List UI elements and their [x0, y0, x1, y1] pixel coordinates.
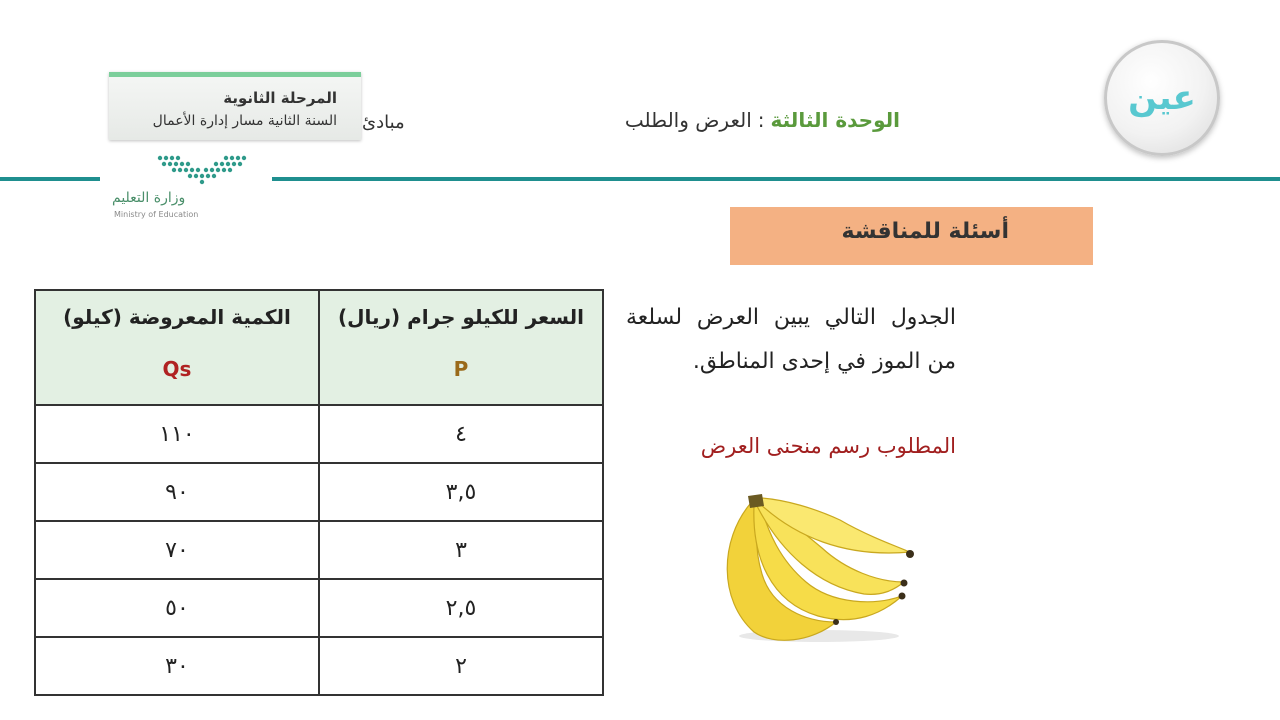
price-cell: ٣,٥ — [319, 463, 603, 521]
discussion-heading: أسئلة للمناقشة — [730, 207, 1093, 265]
quantity-header-label: الكمية المعروضة (كيلو) — [63, 305, 291, 329]
price-cell: ٤ — [319, 405, 603, 463]
supply-table — [34, 289, 604, 696]
header-divider-left — [0, 177, 100, 181]
header-divider-right — [272, 177, 1280, 181]
stage-label: المرحلة الثانوية — [223, 89, 337, 107]
banana-image — [714, 490, 924, 645]
ministry-name-ar: وزارة التعليم — [112, 190, 186, 206]
table-row — [35, 579, 603, 637]
track-label: السنة الثانية مسار إدارة الأعمال — [152, 113, 337, 129]
table-row — [35, 463, 603, 521]
stage-card — [109, 72, 361, 140]
ain-logo — [1104, 40, 1220, 156]
requirement-text: المطلوب رسم منحنى العرض — [700, 434, 956, 458]
quantity-cell: ٥٠ — [35, 579, 319, 637]
price-header — [319, 290, 603, 405]
question-text: الجدول التالي يبين العرض لسلعة من الموز في إحدى المناطق. — [626, 305, 956, 374]
unit-separator: : — [757, 108, 765, 132]
ministry-name-en: Ministry of Education — [114, 210, 199, 219]
unit-title — [625, 108, 900, 132]
ministry-emblem-icon — [156, 152, 248, 186]
table-row — [35, 637, 603, 695]
unit-topic: العرض والطلب — [624, 108, 752, 132]
ministry-logo — [108, 152, 278, 224]
price-cell: ٣ — [319, 521, 603, 579]
table-header-row — [35, 290, 603, 405]
quantity-symbol: Qs — [162, 357, 192, 381]
price-cell: ٢,٥ — [319, 579, 603, 637]
quantity-cell: ٩٠ — [35, 463, 319, 521]
table-row — [35, 405, 603, 463]
table-row — [35, 521, 603, 579]
price-cell: ٢ — [319, 637, 603, 695]
quantity-cell: ٧٠ — [35, 521, 319, 579]
unit-label: الوحدة الثالثة — [770, 108, 900, 132]
price-header-label: السعر للكيلو جرام (ريال) — [337, 305, 585, 329]
price-symbol: P — [453, 357, 469, 381]
quantity-header — [35, 290, 319, 405]
quantity-cell: ١١٠ — [35, 405, 319, 463]
quantity-cell: ٣٠ — [35, 637, 319, 695]
ain-logo-text: عين — [1128, 78, 1196, 118]
course-title-partial: مبادئ — [362, 112, 405, 133]
